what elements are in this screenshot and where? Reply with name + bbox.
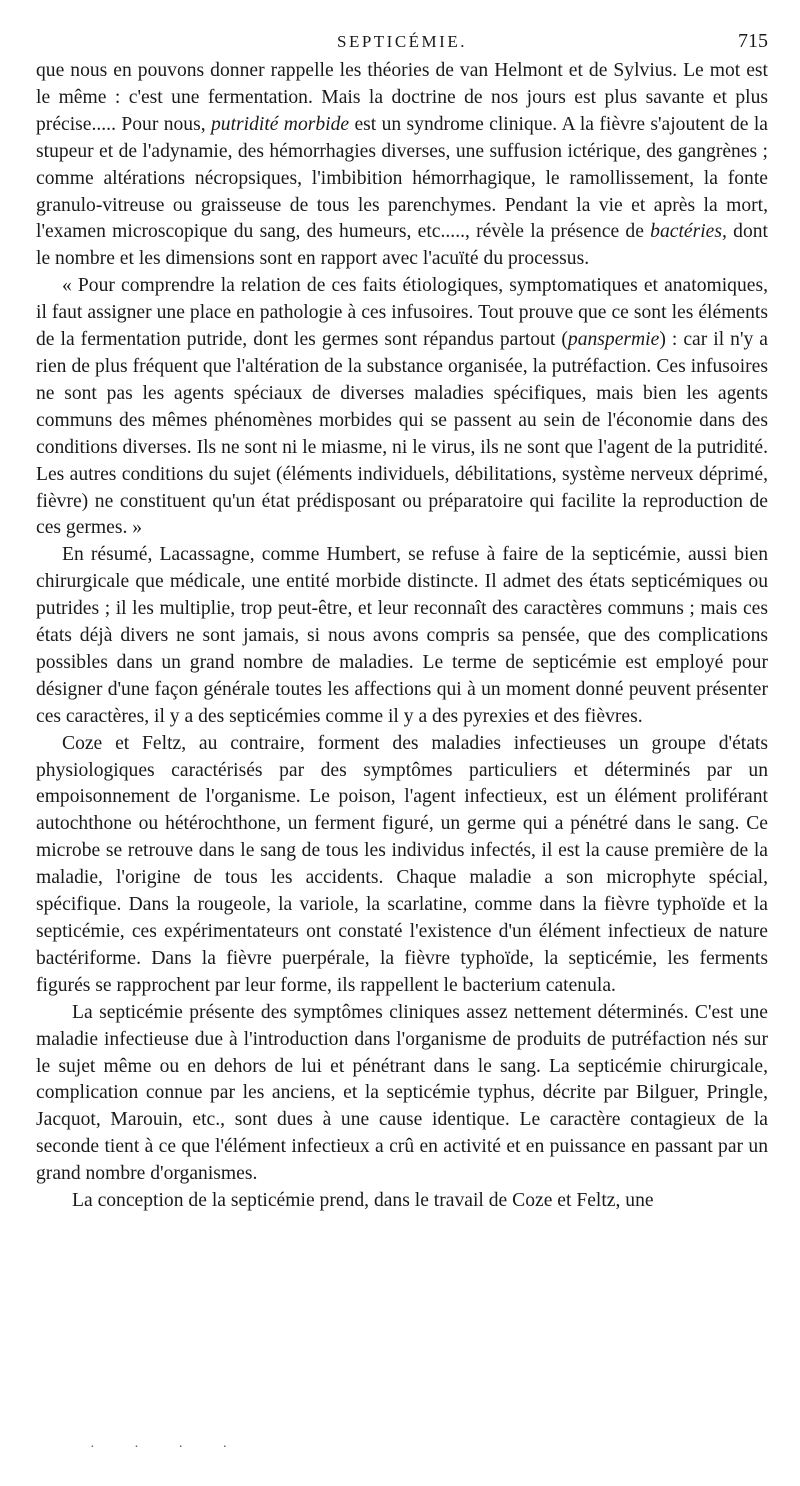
- paragraph-summary: En résumé, Lacassagne, comme Humbert, se refuse à faire de la septicémie, aussi bien chirurgicale que médicale, une entité morbide distincte. Il admet des états septicémiques ou putrides ; il les multiplie, trop peut-être, et leur reconnaît des caractères communs ; mais ces états déjà divers ne sont jamais, si nous avons compris sa pensée, que des complications possibles dans un grand nombre de maladies. Le terme de septicémie est employé pour désigner d'une façon générale toutes les affections qui à un moment donné peuvent présenter ces caractères, il y a des septicémies comme il y a des pyrexies et des fièvres.: [36, 544, 768, 727]
- paragraph-text: est un syndrome clinique. A la fièvre s'ajoutent de la stupeur et de l'adynamie, des hémorrhagies diverses, une suffusion ictérique, des gangrènes ; comme altérations nécropsiques, l'imbibition hémorrhagique, le ramollissement, la fonte granulo-vitreuse ou graisseuse de tous les parenchymes. Pendant la vie et après la mort, l'examen microscopique du sang, des humeurs, etc....., révèle la présence de: [36, 113, 768, 243]
- paragraph-coze-feltz: Coze et Feltz, au contraire, forment des maladies infectieuses un groupe d'états physiologiques caractérisés par des symptômes particuliers et déterminés par un empoisonnement de l'organisme. Le poison, l'agent infectieux, est un élément proliférant autochthone ou hétérochthone, un ferment figuré, un germe qui a pénétré dans le sang. Ce microbe se retrouve dans le sang de tous les individus infectés, il est la cause première de la maladie, l'origine de tous les accidents. Chaque maladie a son microphyte spécial, spécifique. Dans la rougeole, la variole, la scarlatine, comme dans la fièvre typhoïde et la septicémie, ces expérimentateurs ont constaté l'existence d'un élément infectieux de nature bactériforme. Dans la fièvre puerpérale, la fièvre typhoïde, la septicémie, les ferments figurés se rapprochent par leur forme, ils rappellent le bacterium catenula.: [36, 732, 768, 996]
- paragraph-quotation: [36, 273, 768, 542]
- running-header: [36, 30, 768, 58]
- print-specks: · · · ·: [90, 1440, 246, 1455]
- paragraph-conception: La conception de la septicémie prend, dans le travail de Coze et Feltz, une: [72, 1190, 654, 1212]
- paragraph-text: « Pour comprendre la relation de ces faits étiologiques, symptomatiques et anatomiques, il faut assigner une place en pathologie à ces infusoires. Tout prouve que ce sont les éléments de la fermentation putride, dont les germes sont répandus partout (: [36, 275, 768, 351]
- body-text: [36, 58, 768, 1215]
- paragraph-continuation: [36, 58, 768, 273]
- paragraph-text: ) : car il n'y a rien de plus fréquent que l'altération de la substance organisée, la putréfaction. Ces infusoires ne sont pas les agents spéciaux de diverses maladies spécifiques, mais bien les agents communs des mêmes phénomènes morbides qui se passent au sein de l'économie dans des conditions diverses. Ils ne sont ni le miasme, ni le virus, ils ne sont que l'agent de la putridité. Les autres conditions du sujet (éléments individuels, débilitations, système nerveux déprimé, fièvre) ne constituent qu'un état prédisposant ou préparatoire qui facilite la reproduction de ces germes. »: [36, 329, 768, 539]
- running-title: SEPTICÉMIE.: [337, 32, 467, 51]
- page-number: 715: [738, 30, 768, 52]
- italic-term: bactéries,: [650, 221, 727, 243]
- paragraph-text: dont le nombre et les dimensions sont en rapport avec l'acuïté du processus.: [36, 221, 768, 270]
- italic-term: putridité morbide: [210, 113, 350, 135]
- italic-term: panspermie: [567, 329, 660, 351]
- paragraph-text: que nous en pouvons donner rappelle les théories de van Helmont et de Sylvius. Le mot est le même : c'est une fermentation. Mais la doctrine de nos jours est plus savante et plus précise..... Pour nous,: [36, 60, 768, 135]
- book-page: [36, 30, 768, 1215]
- paragraph-septicemia: La septicémie présente des symptômes cliniques assez nettement déterminés. C'est une maladie infectieuse due à l'introduction dans l'organisme de produits de putréfaction nés sur le sujet même ou en dehors de lui et pénétrant dans le sang. La septicémie chirurgicale, complication connue par les anciens, et la septicémie typhus, décrite par Bilguer, Pringle, Jacquot, Marouin, etc., sont dues à une cause identique. Le caractère contagieux de la seconde tient à ce que l'élément infectieux a crû en activité et en puissance en passant par un grand nombre d'organismes.: [36, 1001, 768, 1185]
